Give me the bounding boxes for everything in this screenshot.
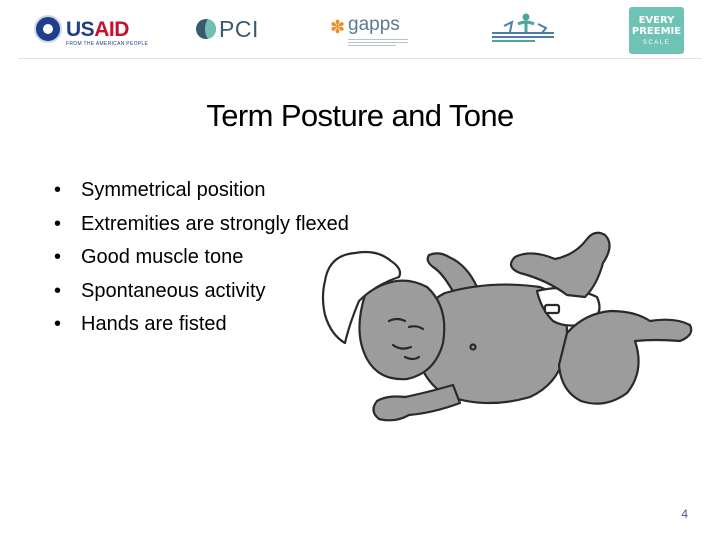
usaid-seal-icon: [34, 15, 62, 43]
midwives-figure-icon: [490, 12, 560, 34]
header-divider: [18, 58, 702, 59]
midwives-college-logo: [490, 12, 560, 50]
every-preemie-scale-logo: [629, 7, 684, 54]
gapps-logo: [330, 14, 410, 48]
bullet-item: • Symmetrical position: [54, 174, 349, 208]
every-preemie-line3: SCALE: [642, 40, 671, 46]
bullet-item: • Hands are fisted: [54, 308, 349, 342]
pci-wordmark: PCI: [219, 16, 259, 42]
pci-globe-icon: [196, 19, 216, 39]
newborn-illustration: [305, 225, 700, 445]
bullet-item: • Extremities are strongly flexed: [54, 208, 349, 242]
page-number: 4: [681, 507, 688, 521]
gapps-subtitle-lines: [348, 39, 408, 48]
baby-head: [359, 281, 444, 380]
gapps-wordmark: gapps: [348, 14, 400, 35]
usaid-logo: [34, 14, 149, 48]
pci-logo: [196, 16, 266, 44]
every-preemie-line2: PREEMIE: [631, 26, 682, 37]
bullet-item: • Good muscle tone: [54, 241, 349, 275]
every-preemie-line1: EVERY: [638, 15, 675, 26]
usaid-wordmark: USAID: [66, 18, 129, 41]
baby-leg-lower: [559, 311, 691, 404]
gapps-flower-icon: ✽: [330, 17, 346, 37]
usaid-tagline: FROM THE AMERICAN PEOPLE: [66, 41, 149, 47]
slide-title: Term Posture and Tone: [206, 98, 514, 133]
baby-arm-lower: [373, 385, 460, 420]
midwives-college-text-lines: [492, 32, 554, 46]
logo-bar: [0, 0, 720, 60]
baby-cord-clamp: [545, 305, 559, 313]
bullet-item: • Spontaneous activity: [54, 275, 349, 309]
